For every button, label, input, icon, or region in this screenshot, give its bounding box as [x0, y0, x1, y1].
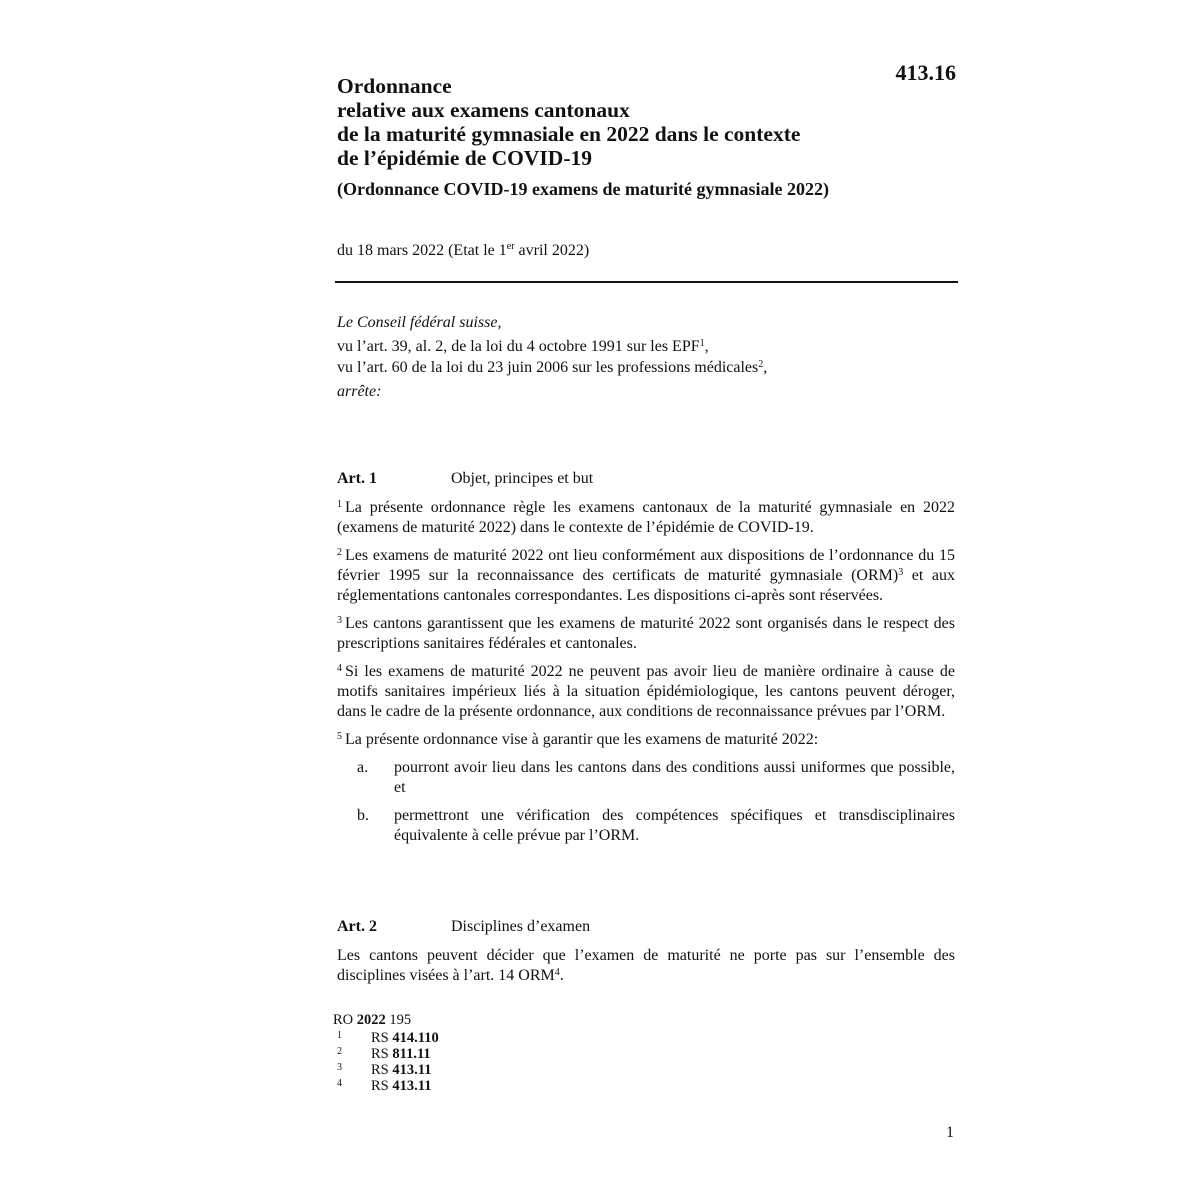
preamble-authority: Le Conseil fédéral suisse, — [337, 314, 502, 331]
ro-prefix: RO — [333, 1012, 357, 1028]
footnote-4 — [333, 1078, 633, 1094]
legal-basis-punct: , — [704, 338, 709, 355]
footnote-ref-3[interactable]: 3 — [898, 567, 904, 578]
official-compilation-ref — [333, 1012, 633, 1028]
footnote-text — [371, 1078, 431, 1094]
footnote-3 — [333, 1062, 633, 1078]
footnote-prefix: RS — [371, 1030, 393, 1046]
paragraph-text: . — [559, 967, 564, 984]
legal-basis-text: vu l’art. 39, al. 2, de la loi du 4 octobre 1991 sur les EPF — [337, 338, 700, 355]
paragraph-number: 1 — [337, 499, 342, 510]
paragraph-number: 2 — [337, 547, 342, 558]
footnote-ref-4[interactable]: 4 — [554, 967, 560, 978]
footnote-1 — [333, 1030, 633, 1046]
document-date — [337, 240, 957, 262]
title-line: de l’épidémie de COVID-19 — [337, 146, 592, 170]
paragraph-text: Les examens de maturité 2022 ont lieu conformément aux dispositions de l’ordonnance du 15 février 1995 sur la reconnaissance des certificats de maturité gymnasiale (ORM) — [337, 547, 955, 584]
footnote-number: 2 — [337, 1046, 342, 1057]
footnote-ref[interactable]: 413.11 — [392, 1062, 432, 1078]
article-2-paragraph — [337, 946, 955, 986]
short-title: (Ordonnance COVID-19 examens de maturité gymnasiale 2022) — [337, 179, 829, 199]
legal-basis-punct: , — [763, 359, 768, 376]
footnote-prefix: RS — [371, 1046, 393, 1062]
footnote-number: 1 — [337, 1030, 342, 1041]
article-heading — [337, 469, 955, 489]
paragraph-text: et aux réglementations cantonales correspondantes. Les dispositions ci-après sont réservées. — [337, 567, 955, 604]
header-divider — [335, 281, 958, 283]
footnote-2 — [333, 1046, 633, 1062]
title-line: Ordonnance — [337, 74, 452, 98]
paragraph-3 — [337, 614, 955, 654]
list-item-b — [337, 806, 955, 846]
preamble-legal-basis-1 — [337, 336, 957, 357]
article-1 — [337, 469, 955, 846]
footnote-ref[interactable]: 413.11 — [392, 1078, 432, 1094]
title-line: relative aux examens cantonaux — [337, 98, 630, 122]
footnote-ref[interactable]: 414.110 — [392, 1030, 439, 1046]
footnote-text — [371, 1062, 431, 1078]
ro-year: 2022 — [356, 1012, 386, 1028]
paragraph-number: 5 — [337, 731, 342, 742]
list-item-a — [337, 758, 955, 798]
footnote-ref-2[interactable]: 2 — [758, 359, 764, 370]
paragraph-text: Les cantons peuvent décider que l’examen de maturité ne porte pas sur l’ensemble des disciplines visées à l’art. 14 ORM — [337, 947, 955, 984]
date-prefix: du 18 mars 2022 (Etat le 1 — [337, 242, 507, 259]
paragraph-5 — [337, 730, 955, 750]
document-title — [337, 74, 897, 170]
paragraph-4 — [337, 662, 955, 722]
footnote-number: 4 — [337, 1078, 342, 1089]
footnote-ref-1[interactable]: 1 — [699, 338, 705, 349]
paragraph-text: Les cantons garantissent que les examens de maturité 2022 sont organisés dans le respect des prescriptions sanitaires fédérales et cantonales. — [337, 615, 955, 652]
preamble-legal-basis-2 — [337, 357, 957, 378]
title-line: de la maturité gymnasiale en 2022 dans le contexte — [337, 122, 801, 146]
date-suffix: avril 2022) — [514, 242, 590, 259]
paragraph-text: La présente ordonnance vise à garantir que les examens de maturité 2022: — [345, 731, 819, 748]
paragraph-number: 3 — [337, 615, 342, 626]
date-superscript: er — [506, 241, 515, 252]
list-label: a. — [357, 759, 369, 776]
footnote-text — [371, 1030, 439, 1046]
page-number: 1 — [946, 1124, 954, 1141]
ro-page: 195 — [385, 1012, 412, 1028]
paragraph-number: 4 — [337, 663, 342, 674]
article-heading — [337, 917, 955, 937]
footnotes — [333, 1012, 633, 1094]
footnote-prefix: RS — [371, 1062, 393, 1078]
paragraph-text: Si les examens de maturité 2022 ne peuvent pas avoir lieu de manière ordinaire à cause de motifs sanitaires impérieux liés à la situation épidémiologique, les cantons peuvent déroger, dans le cadre de la présente ordonnance, aux conditions de reconnaissance prévues par l’ORM. — [337, 663, 955, 720]
list-text: pourront avoir lieu dans les cantons dans des conditions aussi uniformes que possible, et — [394, 759, 955, 796]
footnote-prefix: RS — [371, 1078, 393, 1094]
article-number: Art. 2 — [337, 918, 377, 935]
article-title: Disciplines d’examen — [451, 918, 591, 935]
footnote-ref[interactable]: 811.11 — [392, 1046, 431, 1062]
paragraph-text: La présente ordonnance règle les examens cantonaux de la maturité gymnasiale en 2022 (examens de maturité 2022) dans le contexte de l’épidémie de COVID-19. — [337, 499, 955, 536]
list-label: b. — [357, 807, 369, 824]
footnote-text — [371, 1046, 431, 1062]
list-text: permettront une vérification des compétences spécifiques et transdisciplinaires équivalente à celle prévue par l’ORM. — [394, 807, 955, 844]
article-title: Objet, principes et but — [451, 470, 594, 487]
legal-basis-text: vu l’art. 60 de la loi du 23 juin 2006 sur les professions médicales — [337, 359, 759, 376]
paragraph-2 — [337, 546, 955, 606]
document-number: 413.16 — [895, 60, 956, 85]
footnote-number: 3 — [337, 1062, 342, 1073]
preamble — [337, 312, 957, 402]
article-2 — [337, 917, 955, 986]
preamble-decree: arrête: — [337, 383, 382, 400]
article-number: Art. 1 — [337, 470, 377, 487]
paragraph-1 — [337, 498, 955, 538]
